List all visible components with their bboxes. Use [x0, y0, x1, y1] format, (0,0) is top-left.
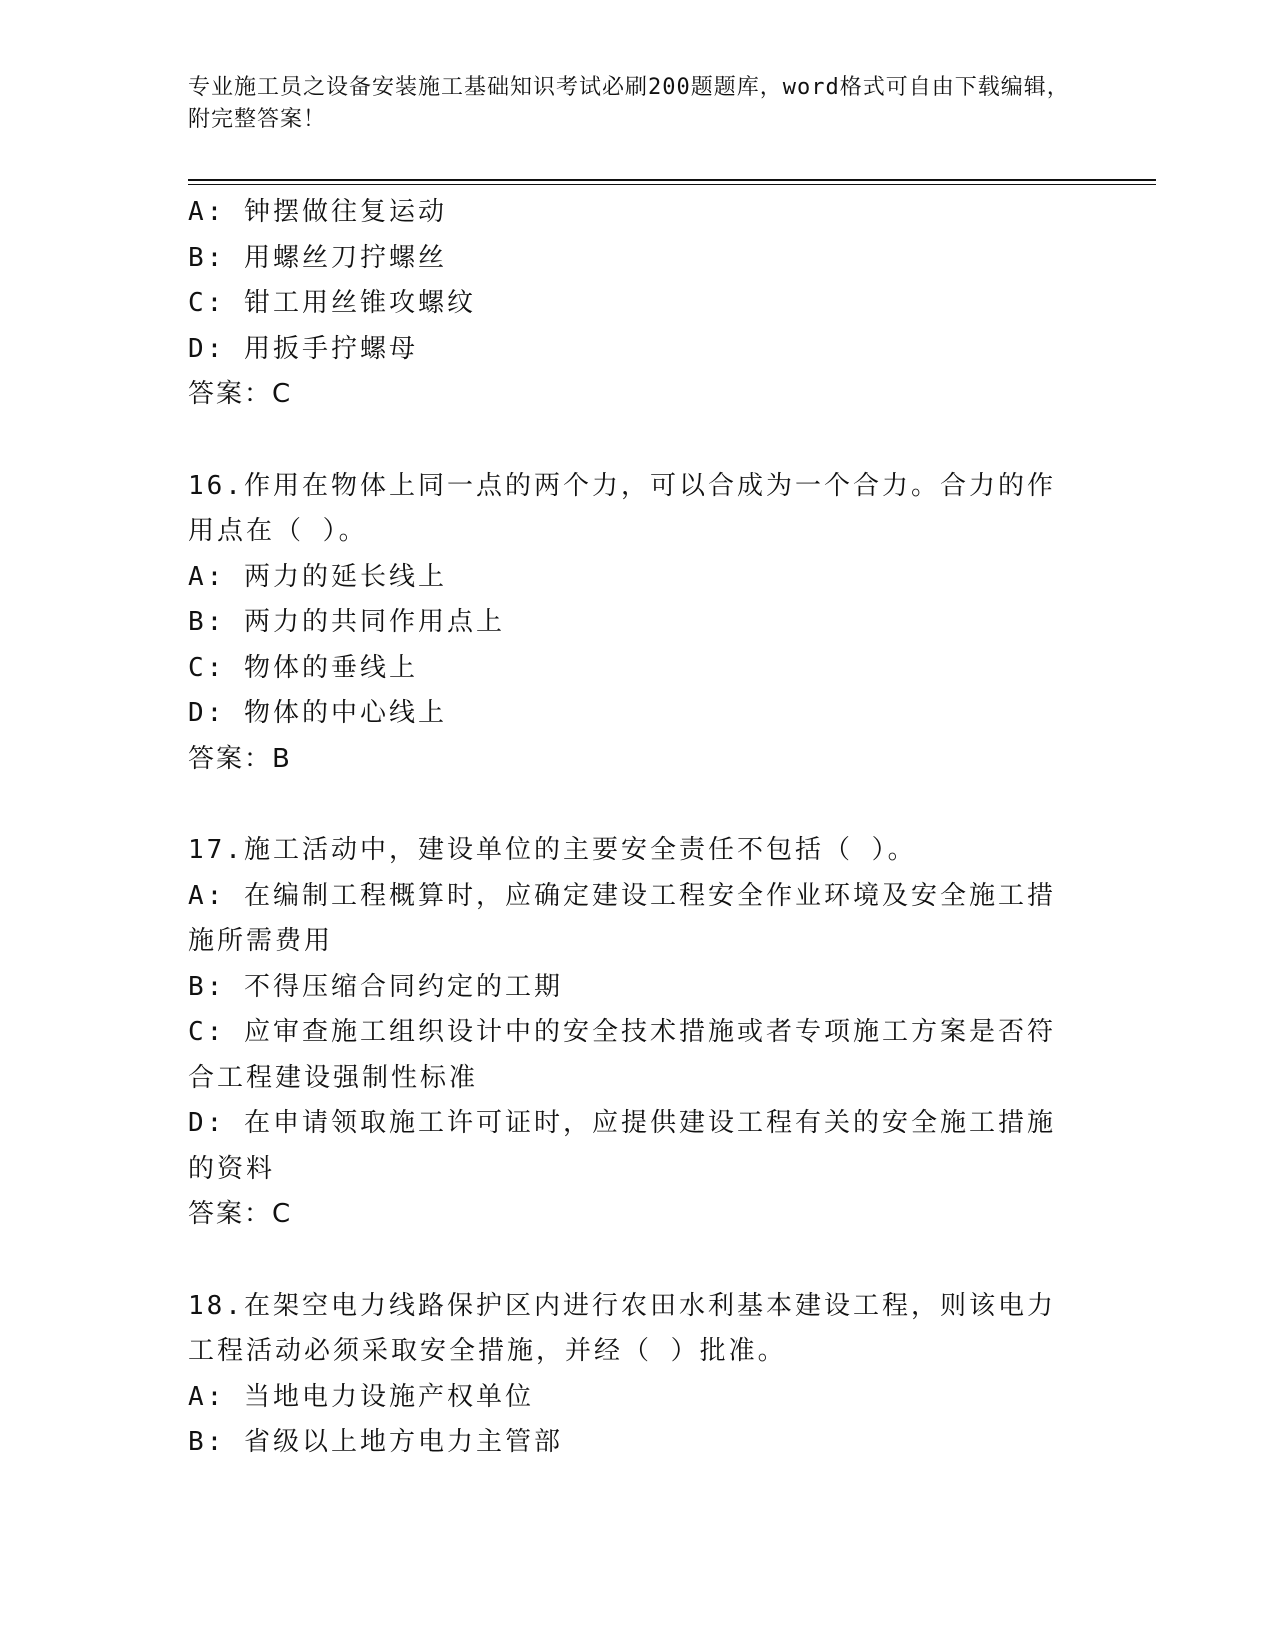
spacer	[188, 782, 1078, 828]
document-header: 专业施工员之设备安装施工基础知识考试必刷200题题库，word格式可自由下载编辑，附完整答案！	[188, 75, 1070, 132]
question-stem: 17.施工活动中，建设单位的主要安全责任不包括（ ）。	[188, 835, 917, 865]
header-divider-thin	[188, 184, 1156, 185]
question-list	[188, 190, 1078, 1466]
answer-line: 答案：B	[188, 743, 292, 774]
option-a: A: 当地电力设施产权单位	[188, 1381, 534, 1412]
question-stem: 16.作用在物体上同一点的两个力，可以合成为一个合力。合力的作用点在（ ）。	[188, 470, 1056, 546]
question-15-tail	[188, 190, 1078, 418]
option-a: A: 两力的延长线上	[188, 561, 447, 592]
answer-line: 答案：C	[188, 1199, 293, 1229]
option-b: B: 不得压缩合同约定的工期	[188, 971, 563, 1002]
question-18	[188, 1284, 1078, 1466]
option-c: C: 物体的垂线上	[188, 652, 418, 683]
question-16	[188, 464, 1078, 783]
option-d: D: 用扳手拧螺母	[188, 333, 418, 364]
option-d: D: 物体的中心线上	[188, 698, 447, 728]
answer-line: 答案：C	[188, 379, 293, 409]
question-17	[188, 828, 1078, 1238]
header-divider-thick	[188, 179, 1156, 181]
question-stem: 18.在架空电力线路保护区内进行农田水利基本建设工程，则该电力工程活动必须采取安全措施，并经（ ）批准。	[188, 1290, 1056, 1366]
option-b: B: 省级以上地方电力主管部	[188, 1427, 563, 1457]
spacer	[188, 1238, 1078, 1284]
option-c: C: 应审查施工组织设计中的安全技术措施或者专项施工方案是否符合工程建设强制性标准	[188, 1017, 1056, 1093]
option-c: C: 钳工用丝锥攻螺纹	[188, 288, 476, 318]
option-d: D: 在申请领取施工许可证时，应提供建设工程有关的安全施工措施的资料	[188, 1108, 1056, 1184]
option-b: B: 用螺丝刀拧螺丝	[188, 242, 447, 273]
spacer	[188, 418, 1078, 464]
option-a: A: 钟摆做往复运动	[188, 197, 447, 227]
option-a: A: 在编制工程概算时，应确定建设工程安全作业环境及安全施工措施所需费用	[188, 880, 1056, 956]
option-b: B: 两力的共同作用点上	[188, 607, 505, 637]
